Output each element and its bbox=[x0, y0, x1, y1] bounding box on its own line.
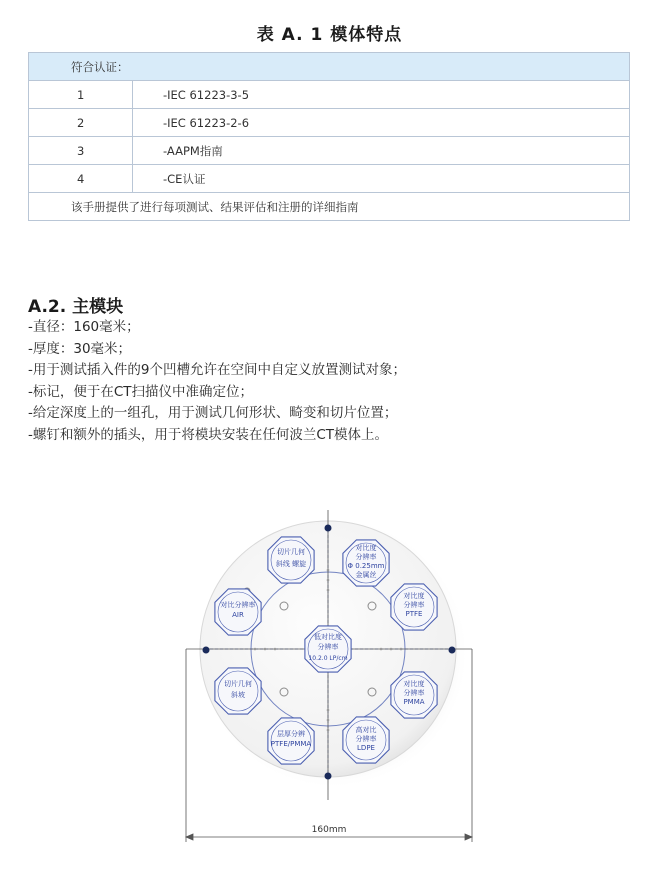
marker-dot bbox=[449, 647, 456, 654]
table-header-cell: 符合认证： bbox=[29, 53, 630, 81]
insert-label: 分辨率 bbox=[317, 643, 339, 651]
insert-label: PMMA bbox=[403, 698, 425, 706]
bullet-item: -直径：160毫米； bbox=[28, 319, 140, 335]
insert-label: 高对比 bbox=[355, 726, 377, 734]
row-value: -IEC 61223-2-6 bbox=[133, 109, 630, 137]
insert-label: 分辨率 bbox=[355, 553, 377, 561]
marker-dot bbox=[325, 525, 332, 532]
bullet-item: -标记，便于在CT扫描仪中准确定位； bbox=[28, 383, 254, 400]
insert-label: 层厚分辨 bbox=[277, 730, 305, 738]
bullet-item: -给定深度上的一组孔，用于测试几何形状、畸变和切片位置； bbox=[28, 405, 398, 421]
table-row bbox=[29, 165, 630, 193]
insert-label: 10.2.0 LP/cm bbox=[308, 655, 348, 662]
table-row bbox=[29, 81, 630, 109]
insert-label: 对比度 bbox=[403, 592, 425, 600]
insert-label: 低对比度 bbox=[314, 633, 342, 641]
row-value: -CE认证 bbox=[133, 165, 630, 193]
dimension-label: 160mm bbox=[311, 825, 347, 835]
insert-label: 对比度 bbox=[355, 544, 377, 552]
insert-label: LDPE bbox=[357, 744, 375, 752]
row-number: 1 bbox=[29, 81, 133, 109]
bullet-item: -螺钉和额外的插头，用于将模块安装在任何波兰CT模体上。 bbox=[28, 426, 389, 443]
marker-dot bbox=[203, 647, 210, 654]
row-number: 3 bbox=[29, 137, 133, 165]
insert-label: AIR bbox=[232, 611, 244, 619]
insert-label: PTFE/PMMA bbox=[270, 740, 312, 748]
features-table bbox=[28, 52, 630, 221]
row-value: -IEC 61223-3-5 bbox=[133, 81, 630, 109]
bullet-item: -用于测试插入件的9个凹槽允许在空间中自定义放置测试对象； bbox=[28, 362, 406, 378]
table-note: 该手册提供了进行每项测试、结果评估和注册的详细指南 bbox=[29, 193, 630, 221]
insert-label: 切片几何 bbox=[224, 680, 252, 688]
bullet-item: -厚度：30毫米； bbox=[28, 340, 132, 357]
phantom-illustration bbox=[0, 470, 659, 875]
insert-label: 对比度 bbox=[403, 680, 425, 688]
insert-label: 金属丝 bbox=[355, 571, 377, 579]
insert-label: 斜坡 bbox=[231, 691, 245, 699]
table-row bbox=[29, 109, 630, 137]
row-number: 2 bbox=[29, 109, 133, 137]
marker-dot bbox=[325, 773, 332, 780]
row-value: -AAPM指南 bbox=[133, 137, 630, 165]
row-number: 4 bbox=[29, 165, 133, 193]
phantom-figure bbox=[0, 470, 659, 875]
insert-label: 对比分辨率 bbox=[220, 601, 256, 609]
table-title: 表 A. 1 模体特点 bbox=[256, 25, 403, 45]
insert-label: 分辨率 bbox=[403, 689, 425, 697]
insert-label: 分辨率 bbox=[403, 601, 425, 609]
insert-label: 分辨率 bbox=[355, 735, 377, 743]
insert-label: 斜线 螺旋 bbox=[275, 560, 307, 568]
bullet-list bbox=[28, 317, 638, 446]
insert-label: PTFE bbox=[405, 610, 423, 618]
insert-label: Φ 0.25mm bbox=[347, 562, 385, 570]
insert-label: 切片几何 bbox=[277, 548, 305, 556]
section-title: A.2. 主模块 bbox=[28, 297, 124, 317]
table-row bbox=[29, 137, 630, 165]
